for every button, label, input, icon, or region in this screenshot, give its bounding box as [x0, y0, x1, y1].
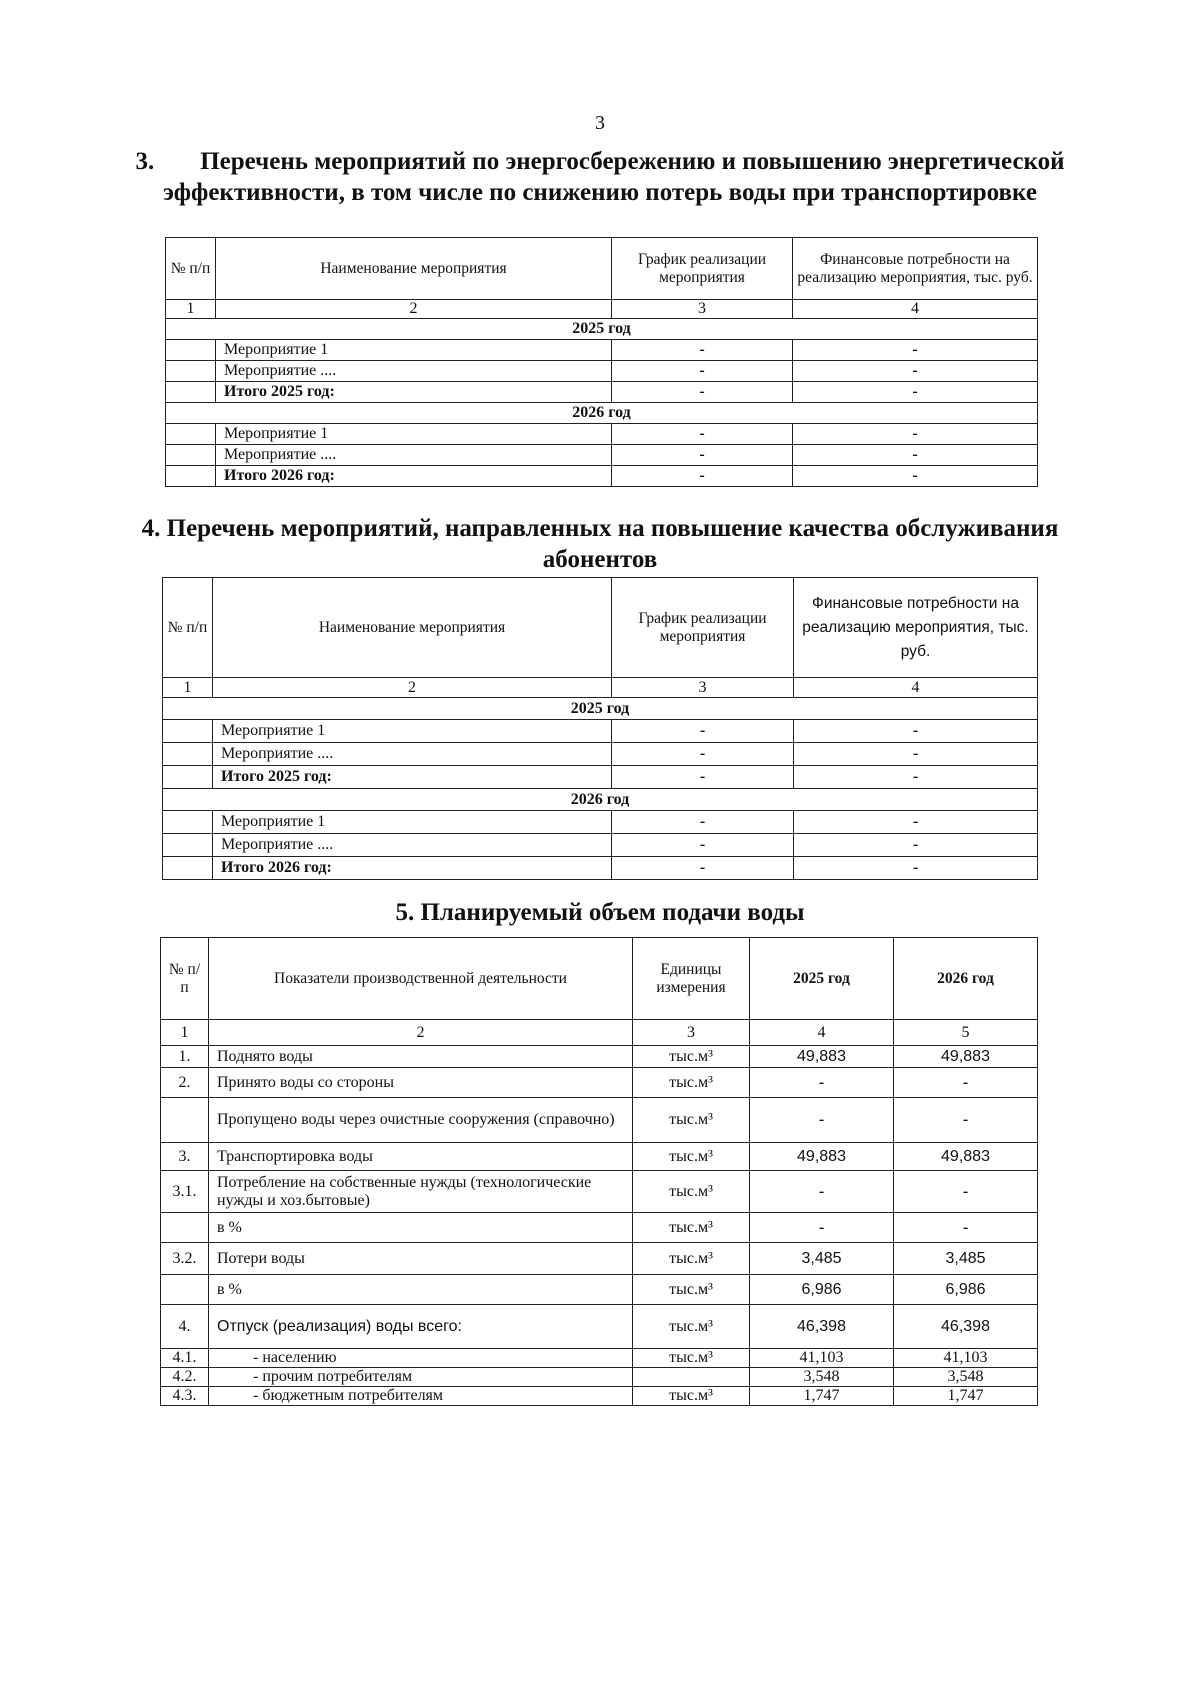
measure-finance: -	[793, 340, 1038, 361]
row-num-cell	[166, 424, 216, 445]
col-number: 4	[793, 300, 1038, 319]
row-num-cell	[163, 743, 213, 766]
value-2025: -	[750, 1213, 894, 1243]
measure-finance: -	[793, 445, 1038, 466]
col-number: 1	[161, 1020, 209, 1046]
unit: тыс.м³	[633, 1275, 750, 1305]
unit: тыс.м³	[633, 1046, 750, 1068]
total-schedule: -	[612, 382, 793, 403]
measure-name: Мероприятие 1	[216, 340, 612, 361]
value-2025: 49,883	[750, 1143, 894, 1171]
indicator-name: Потери воды	[209, 1243, 633, 1275]
indicator-name: в %	[209, 1213, 633, 1243]
section-3-title: Перечень мероприятий по энергосбережению и повышению энергетической эффективности, в том числе по снижению потерь воды при транспортировке	[163, 148, 1065, 206]
year-row: 2026 год	[166, 403, 1038, 424]
row-num-cell	[166, 340, 216, 361]
section-5-table	[160, 937, 1038, 1406]
unit: тыс.м³	[633, 1213, 750, 1243]
col-number: 3	[612, 300, 793, 319]
row-number	[161, 1213, 209, 1243]
value-2025: 49,883	[750, 1046, 894, 1068]
total-name: Итого 2025 год:	[213, 766, 612, 789]
measure-name: Мероприятие ....	[216, 361, 612, 382]
row-num-cell	[166, 445, 216, 466]
header-num: № п/п	[163, 578, 213, 678]
indicator-name: Принято воды со стороны	[209, 1068, 633, 1098]
header-name: Наименование мероприятия	[213, 578, 612, 678]
row-num-cell	[163, 834, 213, 857]
measure-schedule: -	[612, 743, 794, 766]
measure-schedule: -	[612, 424, 793, 445]
value-2026: 41,103	[894, 1349, 1038, 1368]
page-number: 3	[595, 112, 605, 134]
total-schedule: -	[612, 766, 794, 789]
header-unit: Единицы измерения	[633, 938, 750, 1020]
unit: тыс.м³	[633, 1143, 750, 1171]
unit: тыс.м³	[633, 1305, 750, 1349]
measure-schedule: -	[612, 720, 794, 743]
col-number: 1	[163, 678, 213, 698]
value-2026: 49,883	[894, 1143, 1038, 1171]
indicator-name: - населению	[209, 1349, 633, 1368]
indicator-name: - прочим потребителям	[209, 1368, 633, 1387]
section-3-heading	[120, 146, 1080, 208]
year-row: 2026 год	[163, 789, 1038, 811]
col-number: 2	[209, 1020, 633, 1046]
row-number: 3.	[161, 1143, 209, 1171]
row-num-cell	[163, 766, 213, 789]
year-row: 2025 год	[166, 319, 1038, 340]
total-finance: -	[793, 382, 1038, 403]
measure-schedule: -	[612, 445, 793, 466]
measure-schedule: -	[612, 361, 793, 382]
unit: тыс.м³	[633, 1349, 750, 1368]
section-4-table	[162, 577, 1038, 880]
header-2025: 2025 год	[750, 938, 894, 1020]
unit: тыс.м³	[633, 1098, 750, 1143]
value-2025: -	[750, 1171, 894, 1213]
row-number: 4.1.	[161, 1349, 209, 1368]
measure-name: Мероприятие ....	[213, 743, 612, 766]
value-2026: 6,986	[894, 1275, 1038, 1305]
header-num: № п/п	[161, 938, 209, 1020]
measure-finance: -	[793, 424, 1038, 445]
row-number	[161, 1275, 209, 1305]
measure-finance: -	[794, 811, 1038, 834]
total-finance: -	[793, 466, 1038, 487]
row-number: 3.1.	[161, 1171, 209, 1213]
header-finance: Финансовые потребности на реализацию мероприятия, тыс. руб.	[793, 238, 1038, 300]
value-2026: -	[894, 1098, 1038, 1143]
measure-finance: -	[793, 361, 1038, 382]
value-2025: 6,986	[750, 1275, 894, 1305]
total-schedule: -	[612, 857, 794, 880]
col-number: 2	[213, 678, 612, 698]
section-5-heading: 5. Планируемый объем подачи воды	[395, 899, 805, 926]
total-finance: -	[794, 766, 1038, 789]
value-2026: -	[894, 1213, 1038, 1243]
value-2025: 3,548	[750, 1368, 894, 1387]
header-indicator: Показатели производственной деятельности	[209, 938, 633, 1020]
value-2025: -	[750, 1068, 894, 1098]
header-finance: Финансовые потребности на реализацию мероприятия, тыс. руб.	[794, 578, 1038, 678]
col-number: 2	[216, 300, 612, 319]
total-schedule: -	[612, 466, 793, 487]
measure-name: Мероприятие 1	[213, 720, 612, 743]
measure-name: Мероприятие 1	[216, 424, 612, 445]
col-number: 3	[633, 1020, 750, 1046]
row-num-cell	[166, 466, 216, 487]
value-2026: 3,548	[894, 1368, 1038, 1387]
section-3-table	[165, 237, 1038, 487]
year-row: 2025 год	[163, 698, 1038, 720]
value-2026: 1,747	[894, 1387, 1038, 1406]
row-num-cell	[163, 811, 213, 834]
value-2025: -	[750, 1098, 894, 1143]
value-2025: 46,398	[750, 1305, 894, 1349]
measure-name: Мероприятие 1	[213, 811, 612, 834]
value-2025: 3,485	[750, 1243, 894, 1275]
measure-schedule: -	[612, 811, 794, 834]
header-schedule: График реализации мероприятия	[612, 578, 794, 678]
measure-finance: -	[794, 743, 1038, 766]
measure-schedule: -	[612, 340, 793, 361]
indicator-name: в %	[209, 1275, 633, 1305]
indicator-name: Транспортировка воды	[209, 1143, 633, 1171]
row-num-cell	[163, 720, 213, 743]
row-number: 1.	[161, 1046, 209, 1068]
total-name: Итого 2026 год:	[216, 466, 612, 487]
measure-finance: -	[794, 834, 1038, 857]
col-number: 1	[166, 300, 216, 319]
measure-name: Мероприятие ....	[213, 834, 612, 857]
col-number: 3	[612, 678, 794, 698]
row-number: 3.2.	[161, 1243, 209, 1275]
header-num: № п/п	[166, 238, 216, 300]
unit	[633, 1368, 750, 1387]
section-3-number: 3.	[135, 148, 155, 175]
col-number: 5	[894, 1020, 1038, 1046]
indicator-name: Отпуск (реализация) воды всего:	[209, 1305, 633, 1349]
indicator-name: Потребление на собственные нужды (технологические нужды и хоз.бытовые)	[209, 1171, 633, 1213]
unit: тыс.м³	[633, 1387, 750, 1406]
row-number	[161, 1098, 209, 1143]
value-2026: -	[894, 1171, 1038, 1213]
row-number: 4.3.	[161, 1387, 209, 1406]
header-name: Наименование мероприятия	[216, 238, 612, 300]
unit: тыс.м³	[633, 1068, 750, 1098]
header-schedule: График реализации мероприятия	[612, 238, 793, 300]
total-name: Итого 2026 год:	[213, 857, 612, 880]
section-4-heading: 4. Перечень мероприятий, направленных на повышение качества обслуживания абонентов	[141, 515, 1059, 573]
indicator-name: - бюджетным потребителям	[209, 1387, 633, 1406]
value-2026: -	[894, 1068, 1038, 1098]
value-2026: 46,398	[894, 1305, 1038, 1349]
measure-finance: -	[794, 720, 1038, 743]
indicator-name: Пропущено воды через очистные сооружения (справочно)	[209, 1098, 633, 1143]
col-number: 4	[794, 678, 1038, 698]
header-2026: 2026 год	[894, 938, 1038, 1020]
row-num-cell	[166, 361, 216, 382]
value-2026: 3,485	[894, 1243, 1038, 1275]
total-finance: -	[794, 857, 1038, 880]
value-2025: 1,747	[750, 1387, 894, 1406]
total-name: Итого 2025 год:	[216, 382, 612, 403]
value-2025: 41,103	[750, 1349, 894, 1368]
unit: тыс.м³	[633, 1243, 750, 1275]
measure-schedule: -	[612, 834, 794, 857]
unit: тыс.м³	[633, 1171, 750, 1213]
indicator-name: Поднято воды	[209, 1046, 633, 1068]
measure-name: Мероприятие ....	[216, 445, 612, 466]
row-num-cell	[166, 382, 216, 403]
row-number: 4.	[161, 1305, 209, 1349]
row-num-cell	[163, 857, 213, 880]
row-number: 2.	[161, 1068, 209, 1098]
col-number: 4	[750, 1020, 894, 1046]
value-2026: 49,883	[894, 1046, 1038, 1068]
row-number: 4.2.	[161, 1368, 209, 1387]
